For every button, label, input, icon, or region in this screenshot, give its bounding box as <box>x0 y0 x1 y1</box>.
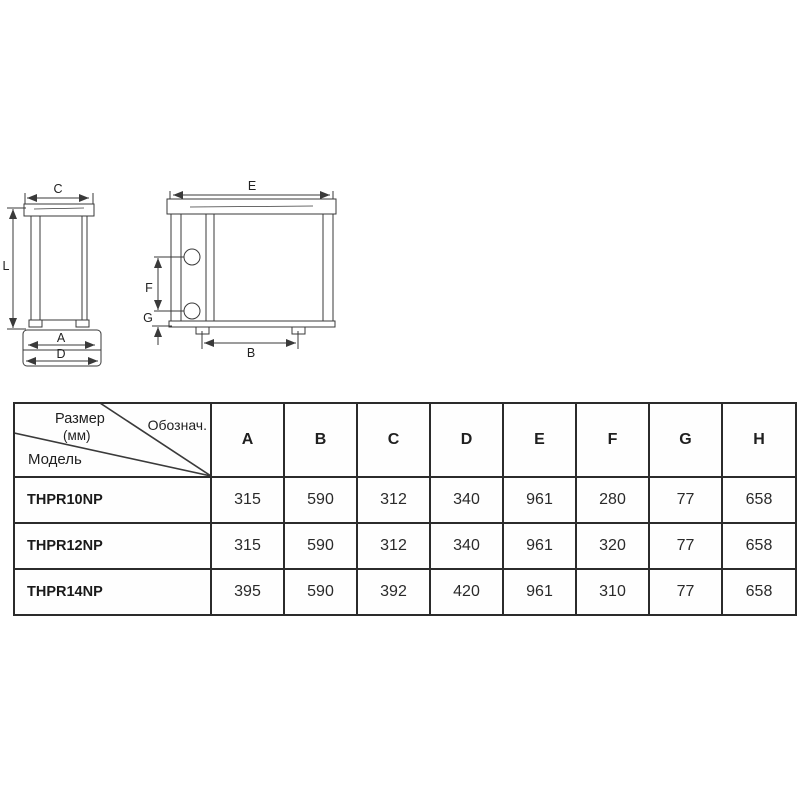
value-cell: 420 <box>430 569 503 615</box>
value-cell: 961 <box>503 477 576 523</box>
value-cell: 310 <box>576 569 649 615</box>
dim-label-a: A <box>56 331 66 345</box>
side-view-drawing <box>3 182 101 366</box>
value-cell: 312 <box>357 523 430 569</box>
column-header-b: B <box>284 403 357 477</box>
dimension-drawings <box>0 0 800 395</box>
value-cell: 392 <box>357 569 430 615</box>
model-cell: THPR12NP <box>14 523 211 569</box>
value-cell: 590 <box>284 477 357 523</box>
model-cell: THPR10NP <box>14 477 211 523</box>
column-header-g: G <box>649 403 722 477</box>
value-cell: 340 <box>430 477 503 523</box>
value-cell: 315 <box>211 477 284 523</box>
column-header-d: D <box>430 403 503 477</box>
value-cell: 280 <box>576 477 649 523</box>
front-body <box>171 214 333 321</box>
column-header-f: F <box>576 403 649 477</box>
dim-label-d: D <box>56 347 66 361</box>
table-header-row <box>14 403 796 477</box>
value-cell: 315 <box>211 523 284 569</box>
corner-size-label: Размер <box>55 411 105 427</box>
value-cell: 658 <box>722 569 796 615</box>
corner-size-unit: (мм) <box>63 428 91 443</box>
dimensions-table <box>13 402 797 616</box>
value-cell: 395 <box>211 569 284 615</box>
value-cell: 340 <box>430 523 503 569</box>
value-cell: 77 <box>649 477 722 523</box>
dim-label-l: L <box>2 259 10 273</box>
dim-label-g: G <box>143 311 153 325</box>
value-cell: 320 <box>576 523 649 569</box>
corner-designation-label: Обознач. <box>147 417 207 433</box>
pipe-connection-bottom-icon <box>184 303 200 319</box>
dim-label-b: B <box>246 346 256 360</box>
front-view-drawing <box>143 179 336 360</box>
side-body <box>31 216 87 320</box>
column-header-e: E <box>503 403 576 477</box>
side-foot-left <box>29 320 42 327</box>
dim-label-c: C <box>53 182 63 196</box>
value-cell: 658 <box>722 523 796 569</box>
value-cell: 77 <box>649 523 722 569</box>
dim-label-e: E <box>247 179 257 193</box>
table-corner-cell <box>14 403 211 477</box>
value-cell: 590 <box>284 523 357 569</box>
column-header-h: H <box>722 403 796 477</box>
side-top-cap <box>24 204 94 216</box>
table-row <box>14 523 796 569</box>
value-cell: 658 <box>722 477 796 523</box>
front-cap-grille <box>190 206 313 207</box>
front-base-strip <box>169 321 335 327</box>
value-cell: 961 <box>503 523 576 569</box>
value-cell: 312 <box>357 477 430 523</box>
model-cell: THPR14NP <box>14 569 211 615</box>
table-row <box>14 477 796 523</box>
column-header-a: A <box>211 403 284 477</box>
value-cell: 961 <box>503 569 576 615</box>
table-row <box>14 569 796 615</box>
value-cell: 590 <box>284 569 357 615</box>
side-cap-grille <box>34 208 84 209</box>
column-header-c: C <box>357 403 430 477</box>
value-cell: 77 <box>649 569 722 615</box>
pipe-connection-top-icon <box>184 249 200 265</box>
dim-label-f: F <box>145 281 153 295</box>
side-foot-right <box>76 320 89 327</box>
corner-model-label: Модель <box>28 451 82 468</box>
